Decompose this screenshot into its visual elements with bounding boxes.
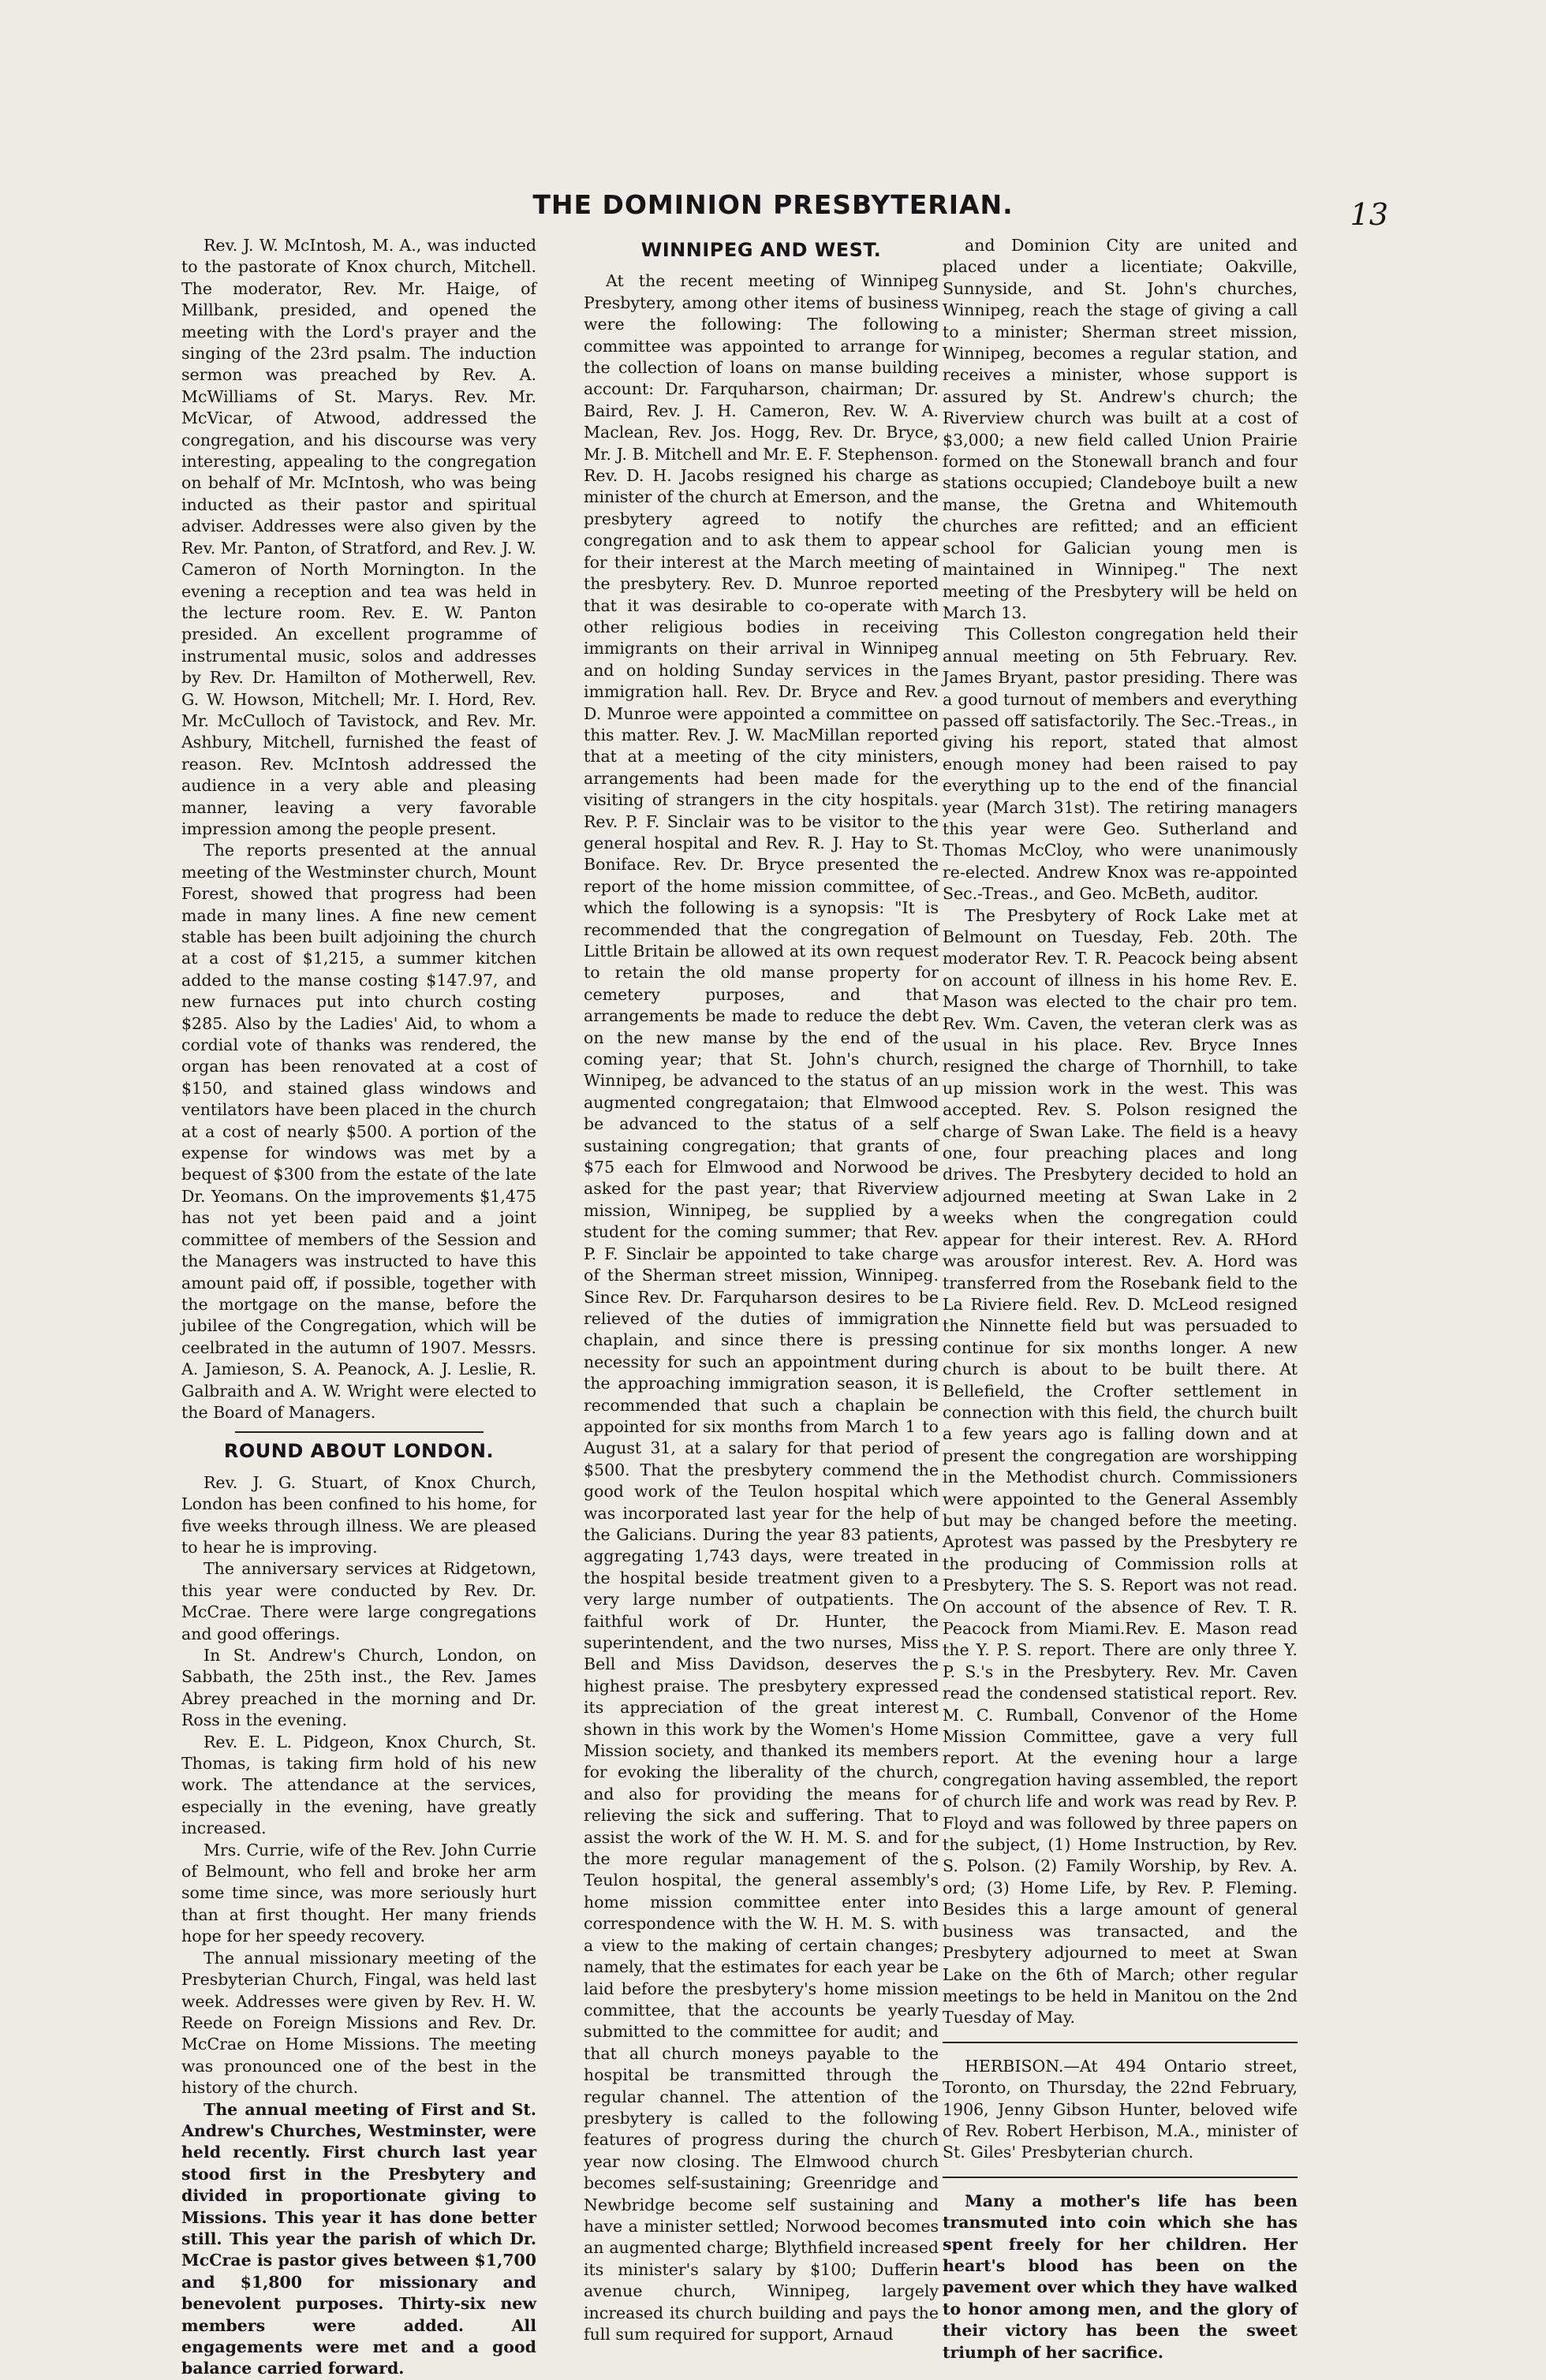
article-paragraph: The anniversary services at Ridgetown, this year were conducted by Rev. Dr. McCrae. There were large congregations and good offerings.: [181, 1559, 536, 1643]
article-paragraph: Rev. E. L. Pidgeon, Knox Church, St. Thomas, is taking firm hold of his new work. The attendance at the services, especially in the evening, have greatly increased.: [181, 1732, 536, 1838]
article-paragraph: The reports presented at the annual meeting of the Westminster church, Mount Forest, showed that progress had been made in many lines. A fine new cement stable has been built adjoining the church at a cost of $1,215, a summer kitchen added to the manse costing $147.97, and new furnaces put into church costing $285. Also by the Ladies' Aid, to whom a cordial vote of thanks was rendered, the organ has been renovated at a cost of $150, and stained glass windows and ventilators have been placed in the church at a cost of nearly $500. A portion of the expense for windows was met by a bequest of $300 from the estate of the late Dr. Yeomans. On the improvements $1,475 has not yet been paid and a joint committee of members of the Session and the Managers was instructed to have this amount paid off, if possible, together with the mortgage on the manse, before the jubilee of the Congregation, which will be ceelbrated in the autumn of 1907. Messrs. A. Jamieson, S. A. Peanock, A. J. Leslie, R. Galbraith and A. W. Wright were elected to the Board of Managers.: [181, 841, 536, 1422]
article-paragraph: At the recent meeting of Winnipeg Presbytery, among other items of business were the following: The following committee was appointed to arrange for the collection of loans on manse building account: Dr. Farquharson, chairman; Dr. Baird, Rev. J. H. Cameron, Rev. W. A. Maclean, Rev. Jos. Hogg, Rev. Dr. Bryce, Mr. J. B. Mitchell and Mr. E. F. Stephenson. Rev. D. H. Jacobs resigned his charge as minister of the church at Emerson, and the presbytery agreed to notify the congregation and to ask them to appear for their interest at the March meeting of the presbytery. Rev. D. Munroe reported that it was desirable to co-operate with other religious bodies in receiving immigrants on their arrival in Winnipeg and on holding Sunday services in the immigration hall. Rev. Dr. Bryce and Rev. D. Munroe were appointed a committee on this matter. Rev. J. W. MacMillan reported that at a meeting of the city ministers, arrangements had been made for the visiting of strangers in the city hospitals. Rev. P. F. Sinclair was to be visitor to the general hospital and Rev. R. J. Hay to St. Boniface. Rev. Dr. Bryce presented the report of the home mission committee, of which the following is a synopsis: "It is recommended that the congregation of Little Britain be allowed at its own request to retain the old manse property for cemetery purposes, and that arrangements be made to reduce the debt on the new manse by the end of the coming year; that St. John's church, Winnipeg, be advanced to the status of an augmented congregataion; that Elmwood be advanced to the status of a self sustaining congregation; that grants of $75 each for Elmwood and Norwood be asked for the past year; that Riverview mission, Winnipeg, be supplied by a student for the coming summer; that Rev. P. F. Sinclair be appointed to take charge of the Sherman street mission, Winnipeg. Since Rev. Dr. Farquharson desires to be relieved of the duties of immigration chaplain, and since there is pressing necessity for such an appointment during the approaching immigration season, it is recommended that such a chaplain be appointed for six months from March 1 to August 31, at a salary for that period of $500. That the presbytery commend the good work of the Teulon hospital which was incorporated last year for the help of the Galicians. During the year 83 patients, aggregating 1,743 days, were treated in the hospital beside treatment given to a very large number of outpatients. The faithful work of Dr. Hunter, the superintendent, and the two nurses, Miss Bell and Miss Davidson, deserves the highest praise. The presbytery expressed its appreciation of the great interest shown in this work by the Women's Home Mission society, and thanked its members for evoking the liberality of the church, and also for providing the means for relieving the sick and suffering. That to assist the work of the W. H. M. S. and for the more regular management of the Teulon hospital, the general assembly's home mission committee enter into correspondence with the W. H. M. S. with a view to the making of certain changes; namely, that the estimates for each year be laid before the presbytery's home mission committee, that the accounts be yearly submitted to the committee for audit; and that all church moneys payable to the hospital be transmitted through the regular channel. The attention of the presbytery is called to the following features of progress during the church year now closing. The Elmwood church becomes self-sustaining; Greenridge and Newbridge become self sustaining and have a minister settled; Norwood becomes an augmented charge; Blythfield increased its minister's salary by $100; Dufferin avenue church, Winnipeg, largely increased its church building and pays the full sum required for support, Arnaud: [584, 271, 939, 2344]
article-paragraph: Mrs. Currie, wife of the Rev. John Currie of Belmount, who fell and broke her arm some time since, was more seriously hurt than at first thought. Her many friends hope for her speedy recovery.: [181, 1840, 536, 1946]
column-2: [584, 235, 939, 2345]
article-paragraph: In St. Andrew's Church, London, on Sabbath, the 25th inst., the Rev. James Abrey preached in the morning and Dr. Ross in the evening.: [181, 1646, 536, 1730]
article-paragraph: Rev. J. G. Stuart, of Knox Church, London has been confined to his home, for five weeks through illness. We are pleased to hear he is improving.: [181, 1472, 536, 1557]
masthead: THE DOMINION PRESBYTERIAN.: [532, 189, 1014, 220]
article-paragraph: Rev. J. W. McIntosh, M. A., was inducted to the pastorate of Knox church, Mitchell. The moderator, Rev. Mr. Haige, of Millbank, presided, and opened the meeting with the Lord's prayer and the singing of the 23rd psalm. The induction sermon was preached by Rev. A. McWilliams of St. Marys. Rev. Mr. McVicar, of Atwood, addressed the congregation, and his discourse was very interesting, appealing to the congregation on behalf of Mr. McIntosh, who was being inducted as their pastor and spiritual adviser. Addresses were also given by the Rev. Mr. Panton, of Stratford, and Rev. J. W. Cameron of North Mornington. In the evening a reception and tea was held in the lecture room. Rev. E. W. Panton presided. An excellent programme of instrumental music, solos and addresses by Rev. Dr. Hamilton of Motherwell, Rev. G. W. Howson, Mitchell; Mr. I. Hord, Rev. Mr. McCulloch of Tavistock, and Rev. Mr. Ashbury, Mitchell, furnished the feast of reason. Rev. McIntosh addressed the audience in a very able and pleasing manner, leaving a very favorable impression among the people present.: [181, 236, 536, 838]
divider: [235, 1431, 484, 1433]
death-notice: HERBISON.—At 494 Ontario street, Toronto, on Thursday, the 22nd February, 1906, Jenny Gibson Hunter, beloved wife of Rev. Robert Herbison, M.A., minister of St. Giles' Presbyterian church.: [943, 2056, 1298, 2162]
column-3: [943, 235, 1298, 2363]
column-1: [181, 235, 536, 2380]
divider: [943, 2177, 1298, 2178]
article-paragraph: The annual missionary meeting of the Presbyterian Church, Fingal, was held last week. Addresses were given by Rev. H. W. Reede on Foreign Missions and Rev. Dr. McCrae on Home Missions. The meeting was pronounced one of the best in the history of the church.: [181, 1948, 536, 2098]
section-heading: WINNIPEG AND WEST.: [640, 239, 882, 261]
divider: [943, 2042, 1298, 2043]
section-heading: ROUND ABOUT LONDON.: [223, 1440, 495, 1463]
article-paragraph: The annual meeting of First and St. Andrew's Churches, Westminster, were held recently. First church last year stood first in the Presbytery and divided in proportionate giving to Missions. This year it has done better still. This year the parish of which Dr. McCrae is pastor gives between $1,700 and $1,800 for missionary and benevolent purposes. Thirty-six new members were added. All engagements were met and a good balance carried forward.: [181, 2099, 536, 2378]
article-paragraph: This Colleston congregation held their annual meeting on 5th February. Rev. James Bryant, pastor presiding. There was a good turnout of members and everything passed off satisfactorily. The Sec.-Treas., in giving his report, stated that almost enough money had been raised to pay everything up to the end of the financial year (March 31st). The retiring managers this year were Geo. Sutherland and Thomas McCloy, who were unanimously re-elected. Andrew Knox was re-appointed Sec.-Treas., and Geo. McBeth, auditor.: [943, 625, 1298, 904]
article-paragraph: The Presbytery of Rock Lake met at Belmount on Tuesday, Feb. 20th. The moderator Rev. T. R. Peacock being absent on account of illness in his home Rev. E. Mason was elected to the chair pro tem. Rev. Wm. Caven, the veteran clerk was as usual in his place. Rev. Bryce Innes resigned the charge of Thornhill, to take up mission work in the west. This was accepted. Rev. S. Polson resigned the charge of Swan Lake. The field is a heavy one, four preaching places and long drives. The Presbytery decided to hold an adjourned meeting at Swan Lake in 2 weeks when the congregation could appear for their interest. Rev. A. RHord was arousfor interest. Rev. A. Hord was transferred from the Rosebank field to the La Riviere field. Rev. D. McLeod resigned the Ninnette field but was persuaded to continue for six months longer. A new church is about to be built there. At Bellefield, the Crofter settlement in connection with this field, the church built a few years ago is falling down and at present the congregation are worshipping in the Methodist church. Commissioners were appointed to the General Assembly but may be changed before the meeting. Aprotest was passed by the Presbytery re the producing of Commission rolls at Presbytery. The S. S. Report was not read. On account of the absence of Rev. T. R. Peacock from Miami.Rev. E. Mason read the Y. P. S. report. There are only three Y. P. S.'s in the Presbytery. Rev. Mr. Caven read the condensed statistical report. Rev. M. C. Rumball, Convenor of the Home Mission Committee, gave a very full report. At the evening hour a large congregation having assembled, the report of church life and work was read by Rev. P. Floyd and was followed by three papers on the subject, (1) Home Instruction, by Rev. S. Polson. (2) Family Worship, by Rev. A. ord; (3) Home Life, by Rev. P. Fleming. Besides this a large amount of general business was transacted, and the Presbytery adjourned to meet at Swan Lake on the 6th of March; other regular meetings to be held in Manitou on the 2nd Tuesday of May.: [943, 905, 1298, 2027]
article-paragraph: Many a mother's life has been transmuted into coin which she has spent freely for her children. Her heart's blood has been on the pavement over which they have walked to honor among men, and the glory of their victory has been the sweet triumph of her sacrifice.: [943, 2191, 1298, 2362]
page-number: 13: [1350, 197, 1388, 232]
article-paragraph: and Dominion City are united and placed under a licentiate; Oakville, Sunnyside, and St. John's churches, Winnipeg, reach the stage of giving a call to a minister; Sherman street mission, Winnipeg, becomes a regular station, and receives a minister, whose support is assured by St. Andrew's church; the Riverview church was built at a cost of $3,000; a new field called Union Prairie formed on the Stonewall branch and four stations occupied; Clandeboye built a new manse, the Gretna and Whitemouth churches are refitted; and an efficient school for Galician young men is maintained in Winnipeg." The next meeting of the Presbytery will be held on March 13.: [943, 236, 1298, 622]
